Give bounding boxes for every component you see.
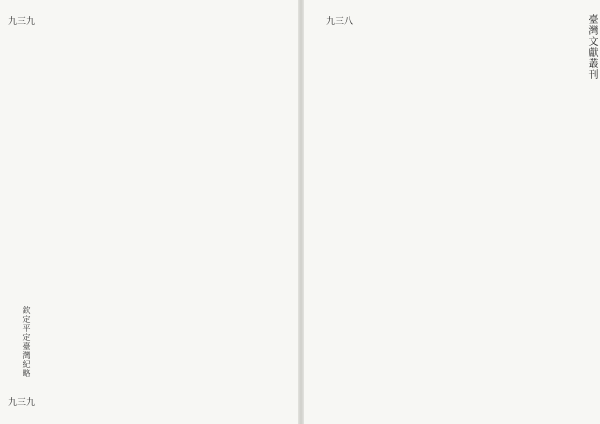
page-number-top: 九三八 xyxy=(326,17,354,27)
page-number-top: 九三九 xyxy=(8,17,36,27)
book-title-footer: 欽定平定臺灣紀略 xyxy=(22,306,31,378)
page-number-bottom: 九三九 xyxy=(8,398,36,408)
right-page-body-text xyxy=(338,22,578,402)
left-page xyxy=(0,0,298,424)
running-head: 臺灣文獻叢刊 xyxy=(586,14,597,80)
right-page xyxy=(304,0,600,424)
left-page-body-text xyxy=(40,22,288,402)
